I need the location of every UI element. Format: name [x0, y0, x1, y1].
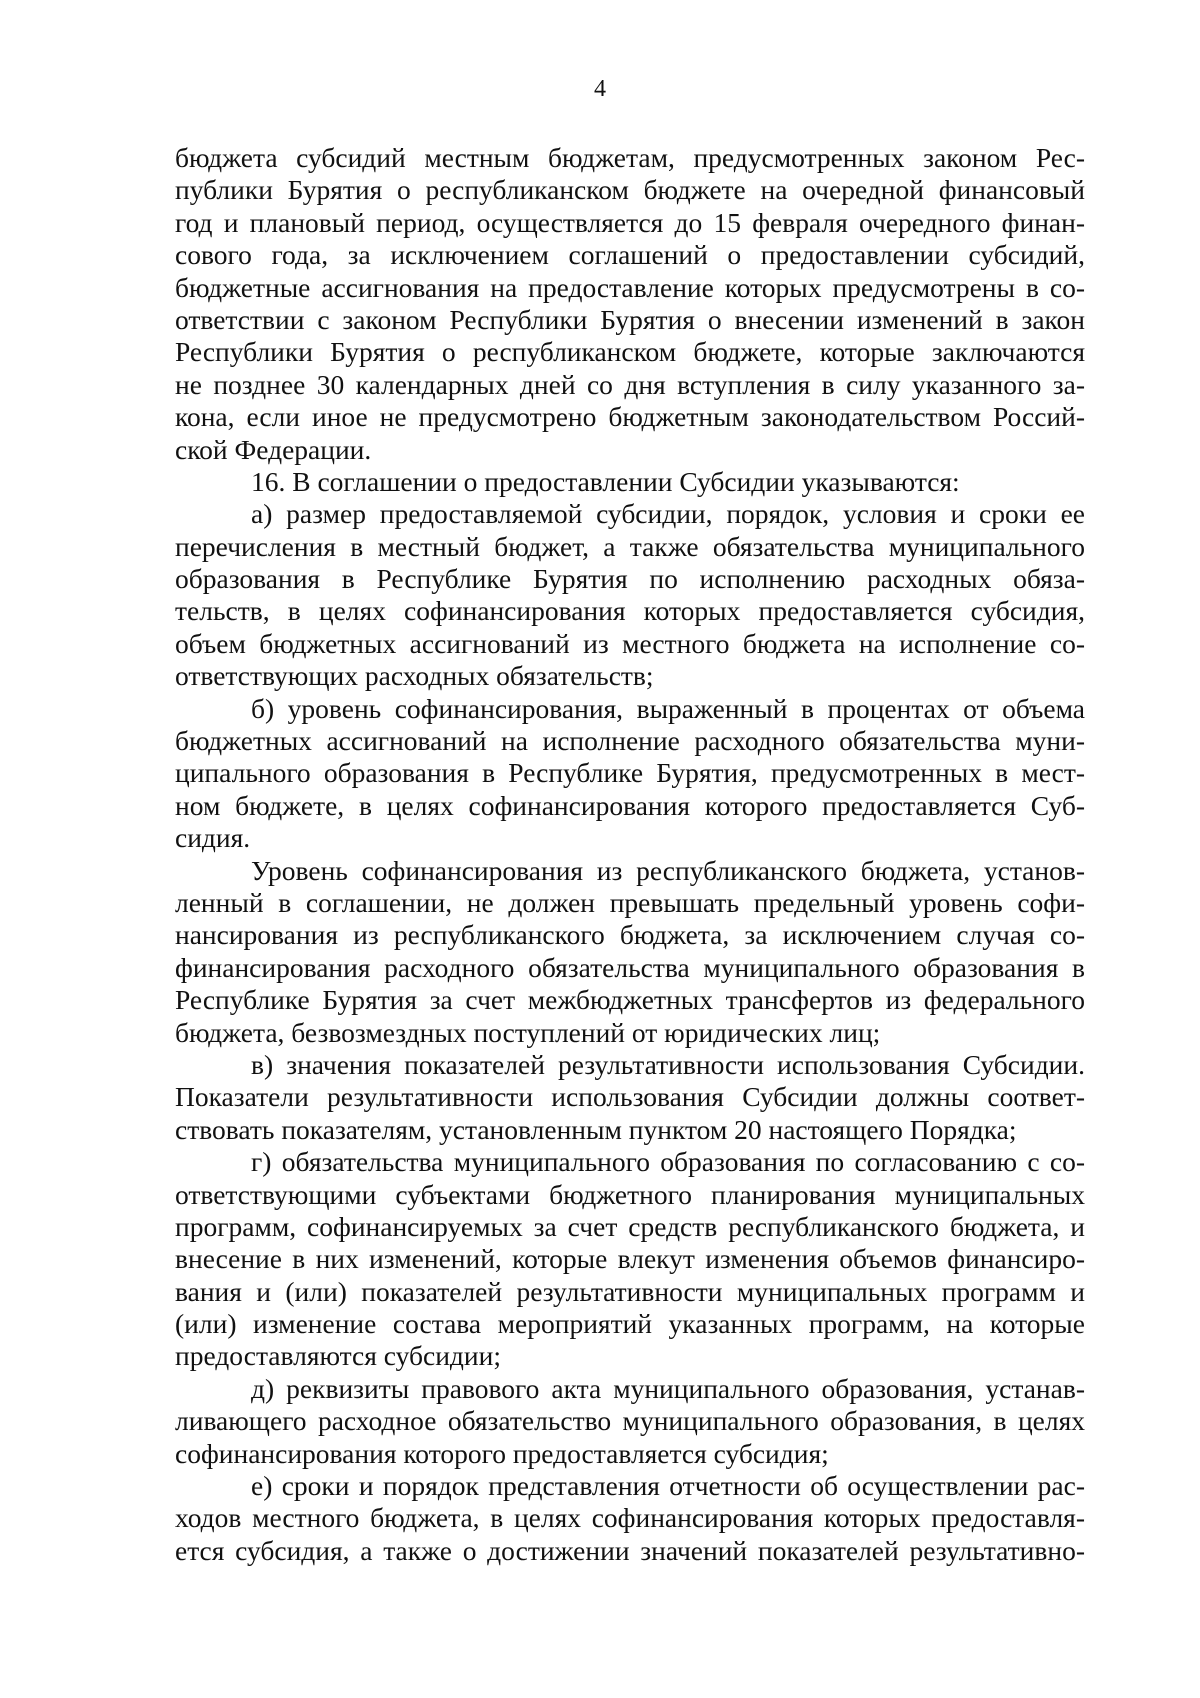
text-line: Уровень софинансирования из республиканского бюджета, установ-: [251, 854, 1085, 886]
text-line: г) обязательства муниципального образования по согласованию с со-: [251, 1146, 1085, 1178]
text-line: публики Бурятия о республиканском бюджете на очередной финансовый: [175, 174, 1085, 206]
text-line: сового года, за исключением соглашений о предоставлении субсидий,: [175, 239, 1085, 271]
text-line: ской Федерации.: [175, 433, 372, 465]
text-line: программ, софинансируемых за счет средств республиканского бюджета, и: [175, 1210, 1085, 1242]
page-number: 4: [594, 76, 606, 102]
text-line: объем бюджетных ассигнований из местного бюджета на исполнение со-: [175, 627, 1085, 659]
text-line: софинансирования которого предоставляется субсидия;: [175, 1437, 829, 1469]
text-line: ответствующих расходных обязательств;: [175, 660, 654, 692]
text-line: вания и (или) показателей результативности муниципальных программ и: [175, 1275, 1085, 1307]
text-line: а) размер предоставляемой субсидии, порядок, условия и сроки ее: [251, 498, 1085, 530]
text-line: д) реквизиты правового акта муниципального образования, устанав-: [251, 1372, 1085, 1404]
text-line: тельств, в целях софинансирования которых предоставляется субсидия,: [175, 595, 1085, 627]
text-line: ленный в соглашении, не должен превышать предельный уровень софи-: [175, 886, 1085, 918]
text-line: ствовать показателям, установленным пунктом 20 настоящего Порядка;: [175, 1113, 1017, 1145]
text-line: образования в Республике Бурятия по исполнению расходных обяза-: [175, 563, 1085, 595]
text-line: в) значения показателей результативности использования Субсидии.: [251, 1048, 1085, 1080]
text-line: не позднее 30 календарных дней со дня вступления в силу указанного за-: [175, 368, 1085, 400]
text-line: ном бюджете, в целях софинансирования которого предоставляется Суб-: [175, 789, 1085, 821]
text-line: нансирования из республиканского бюджета, за исключением случая со-: [175, 919, 1085, 951]
text-line: ется субсидия, а также о достижении значений показателей результативно-: [175, 1534, 1085, 1566]
text-line: ответствии с законом Республики Бурятия о внесении изменений в закон: [175, 303, 1085, 335]
text-line: (или) изменение состава мероприятий указанных программ, на которые: [175, 1308, 1085, 1340]
text-line: год и плановый период, осуществляется до 15 февраля очередного финан-: [175, 206, 1085, 238]
text-line: б) уровень софинансирования, выраженный в процентах от объема: [251, 692, 1085, 724]
text-line: Республике Бурятия за счет межбюджетных трансфертов из федерального: [175, 984, 1085, 1016]
text-line: предоставляются субсидии;: [175, 1340, 501, 1372]
text-line: ципального образования в Республике Бурятия, предусмотренных в мест-: [175, 757, 1085, 789]
text-line: сидия.: [175, 822, 251, 854]
text-line: Республики Бурятия о республиканском бюджете, которые заключаются: [175, 336, 1085, 368]
text-line: финансирования расходного обязательства муниципального образования в: [175, 951, 1085, 983]
text-line: е) сроки и порядок представления отчетности об осуществлении рас-: [251, 1470, 1085, 1502]
text-line: перечисления в местный бюджет, а также обязательства муниципального: [175, 530, 1085, 562]
text-line: Показатели результативности использования Субсидии должны соответ-: [175, 1081, 1085, 1113]
text-line: бюджета субсидий местным бюджетам, предусмотренных законом Рес-: [175, 142, 1085, 173]
text-line: кона, если иное не предусмотрено бюджетным законодательством Россий-: [175, 401, 1085, 433]
text-line: бюджетных ассигнований на исполнение расходного обязательства муни-: [175, 725, 1085, 757]
document-body: [175, 142, 1085, 1567]
text-line: ливающего расходное обязательство муниципального образования, в целях: [175, 1405, 1085, 1437]
text-line: бюджета, безвозмездных поступлений от юридических лиц;: [175, 1016, 881, 1048]
text-line: ходов местного бюджета, в целях софинансирования которых предоставля-: [175, 1502, 1085, 1534]
text-line: внесение в них изменений, которые влекут изменения объемов финансиро-: [175, 1243, 1085, 1275]
text-line: бюджетные ассигнования на предоставление которых предусмотрены в со-: [175, 271, 1085, 303]
text-line: 16. В соглашении о предоставлении Субсидии указываются:: [251, 465, 960, 497]
text-line: ответствующими субъектами бюджетного планирования муниципальных: [175, 1178, 1085, 1210]
